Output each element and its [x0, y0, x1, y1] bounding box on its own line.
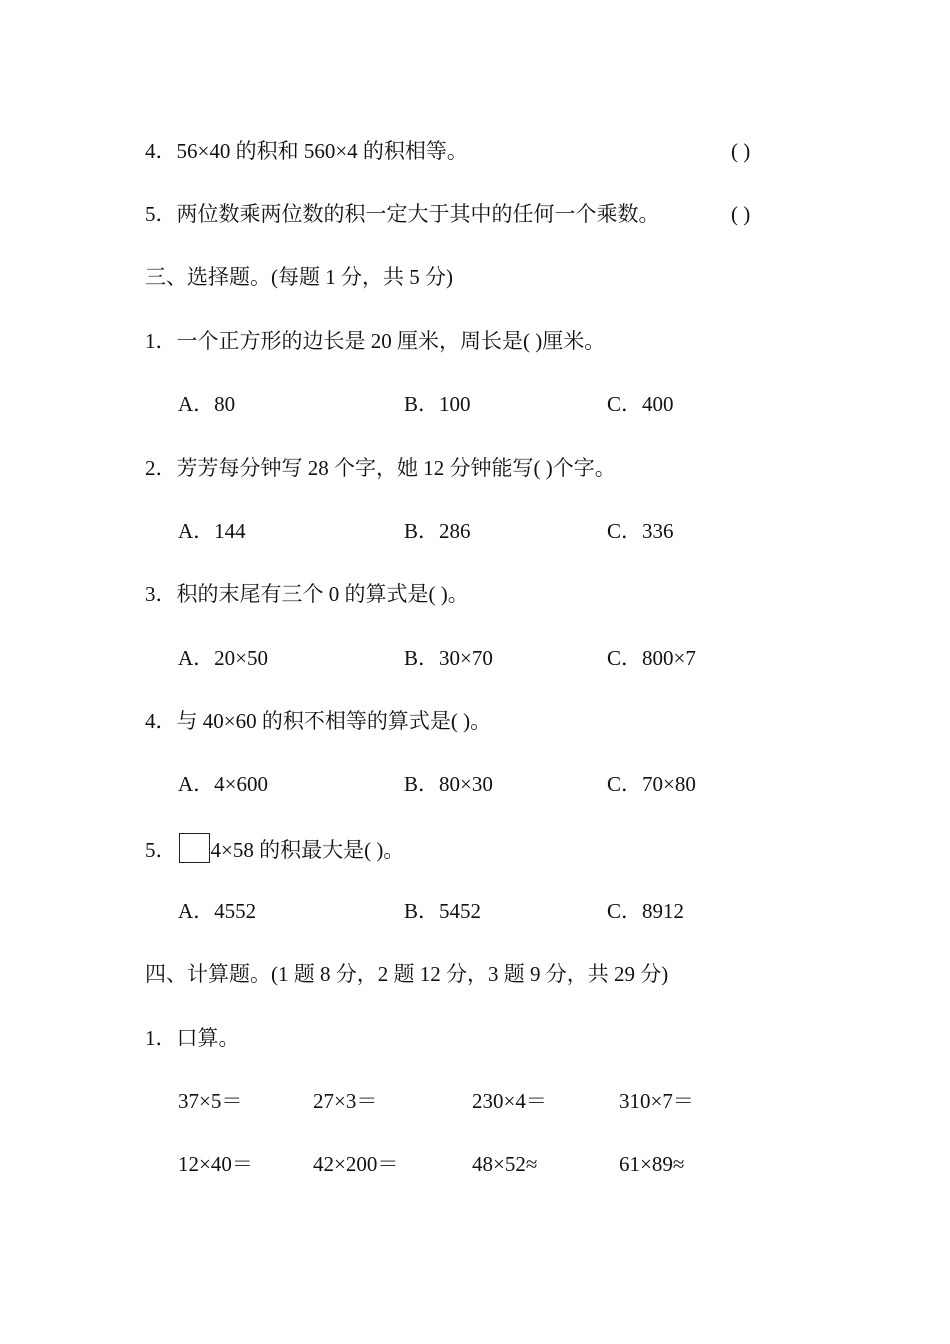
section3-heading: 三、选择题。(每题 1 分，共 5 分) [145, 265, 453, 289]
choice-q3-option-a: A．20×50 [178, 646, 269, 670]
choice-q2-option-a: A．144 [178, 519, 246, 543]
choice-q3-option-b: B．30×70 [404, 646, 493, 670]
choice-q4: 4．与 40×60 的积不相等的算式是( )。 [145, 709, 492, 733]
choice-q4-option-b: B．80×30 [404, 772, 493, 796]
choice-q5-option-a: A．4552 [178, 899, 257, 923]
judge-q4-answer-paren: ( ) [731, 139, 751, 163]
choice-q4-option-a: A．4×600 [178, 772, 269, 796]
choice-q4-option-c: C．70×80 [607, 772, 696, 796]
choice-q5-option-b: B．5452 [404, 899, 482, 923]
choice-q1: 1．一个正方形的边长是 20 厘米，周长是( )厘米。 [145, 329, 606, 353]
choice-q2: 2．芳芳每分钟写 28 个字，她 12 分钟能写( )个字。 [145, 456, 616, 480]
choice-q5-number: 5． [145, 838, 177, 862]
choice-q5-option-c: C．8912 [607, 899, 685, 923]
mental-calc-item: 27×3＝ [313, 1089, 378, 1113]
choice-q5-text: 4×58 的积最大是( )。 [210, 838, 405, 862]
choice-q3: 3．积的末尾有三个 0 的算式是( )。 [145, 582, 469, 606]
mental-calc-item: 61×89≈ [619, 1152, 685, 1176]
choice-q1-option-a: A．80 [178, 392, 236, 416]
choice-q2-option-b: B．286 [404, 519, 471, 543]
judge-q4: 4．56×40 的积和 560×4 的积相等。 [145, 139, 468, 163]
mental-calc-item: 48×52≈ [472, 1152, 538, 1176]
mental-calc-item: 37×5＝ [178, 1089, 243, 1113]
choice-q3-option-c: C．800×7 [607, 646, 696, 670]
choice-q2-option-c: C．336 [607, 519, 674, 543]
mental-calc-item: 12×40＝ [178, 1152, 253, 1176]
mental-calc-item: 230×4＝ [472, 1089, 547, 1113]
blank-digit-box [179, 833, 210, 863]
choice-q1-option-b: B．100 [404, 392, 471, 416]
calc-q1-title: 1．口算。 [145, 1026, 240, 1050]
choice-q1-option-c: C．400 [607, 392, 674, 416]
judge-q5: 5．两位数乘两位数的积一定大于其中的任何一个乘数。 [145, 202, 660, 226]
judge-q5-answer-paren: ( ) [731, 202, 751, 226]
mental-calc-item: 42×200＝ [313, 1152, 399, 1176]
mental-calc-item: 310×7＝ [619, 1089, 694, 1113]
choice-q5 [145, 833, 404, 864]
section4-heading: 四、计算题。(1 题 8 分，2 题 12 分，3 题 9 分，共 29 分) [145, 962, 669, 986]
